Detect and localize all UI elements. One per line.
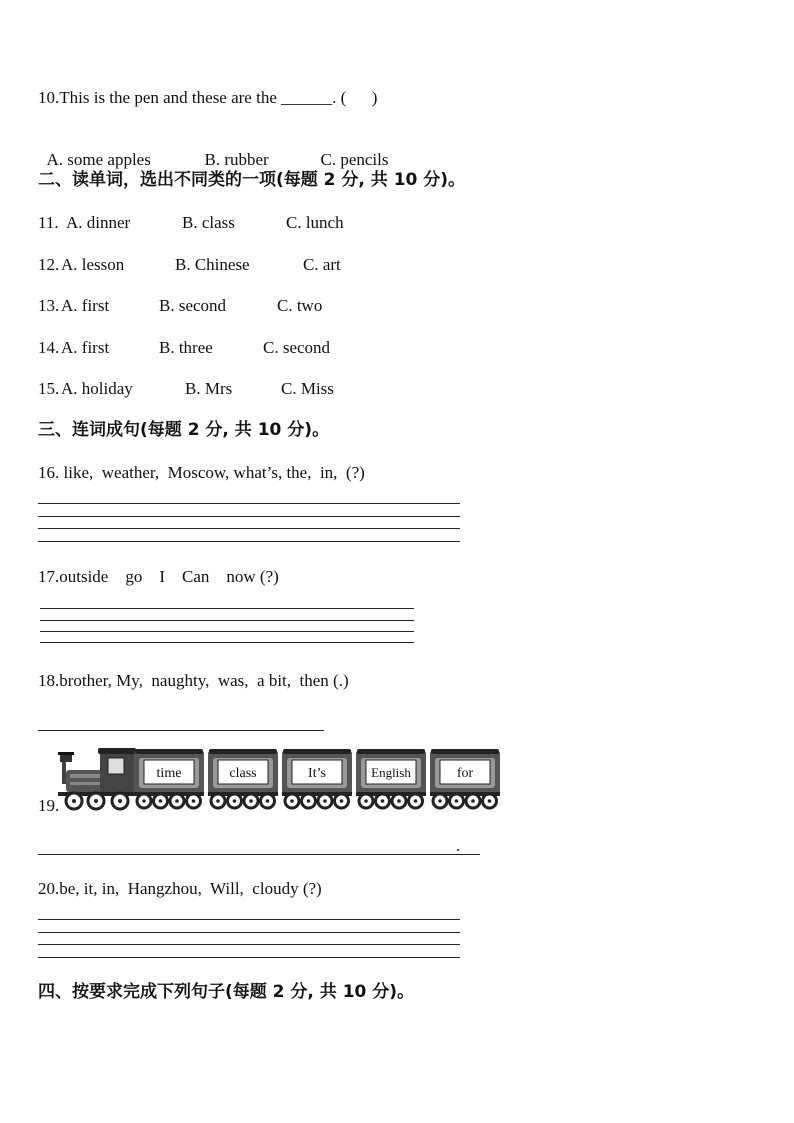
q15-row bbox=[38, 379, 334, 399]
section-4-heading: 四、按要求完成下列句子(每题 2 分, 共 10 分)。 bbox=[38, 982, 415, 1002]
q20-answer-line bbox=[38, 957, 460, 958]
section-3-heading: 三、连词成句(每题 2 分, 共 10 分)。 bbox=[38, 420, 330, 440]
q12-option-a: A. lesson bbox=[61, 255, 125, 274]
q15-option-c: C. Miss bbox=[281, 379, 334, 398]
q19-number: 19. bbox=[38, 796, 60, 815]
q20-answer-line bbox=[38, 919, 460, 920]
q12-row bbox=[38, 255, 341, 275]
train-car-word: time bbox=[156, 766, 182, 781]
train-car bbox=[430, 749, 500, 808]
q11-option-b: B. class bbox=[182, 213, 235, 232]
q14-option-a: A. first bbox=[61, 338, 110, 357]
q17-answer-line bbox=[40, 642, 414, 643]
q19-period: . bbox=[456, 836, 461, 855]
q20-answer-line bbox=[38, 932, 460, 933]
train-car-word: for bbox=[456, 766, 474, 781]
q14-option-b: B. three bbox=[159, 338, 213, 357]
q16-answer-line bbox=[38, 541, 460, 542]
q15-option-b: B. Mrs bbox=[185, 379, 233, 398]
q16-prompt: 16. like, weather, Moscow, what’s, the, in, (?) bbox=[38, 463, 365, 482]
q20-answer-line bbox=[38, 944, 460, 945]
q12-option-b: B. Chinese bbox=[175, 255, 250, 274]
q17-prompt: 17.outside go I Can now (?) bbox=[38, 567, 279, 586]
train-car-word: It’s bbox=[308, 766, 326, 781]
q10-option-c: C. pencils bbox=[320, 150, 389, 169]
q15-number: 15. bbox=[38, 379, 60, 398]
q13-row bbox=[38, 296, 322, 316]
q18-prompt: 18.brother, My, naughty, was, a bit, then (.) bbox=[38, 671, 349, 690]
q19-answer-line bbox=[38, 854, 480, 855]
q12-number: 12. bbox=[38, 255, 60, 274]
q10-option-b: B. rubber bbox=[204, 150, 269, 169]
train-car-word: English bbox=[371, 765, 411, 780]
q16-answer-line bbox=[38, 516, 460, 517]
q17-answer-line bbox=[40, 608, 414, 609]
q10-stem: 10.This is the pen and these are the ______. ( ) bbox=[38, 88, 378, 107]
q18-answer-line bbox=[38, 730, 324, 731]
q11-row bbox=[38, 213, 344, 233]
q11-number: 11. bbox=[38, 213, 63, 232]
q10-option-a: A. some apples bbox=[46, 150, 151, 169]
train-illustration bbox=[58, 748, 504, 812]
q13-option-c: C. two bbox=[277, 296, 323, 315]
q13-number: 13. bbox=[38, 296, 60, 315]
q11-option-a: A. dinner bbox=[66, 213, 131, 232]
locomotive-icon bbox=[58, 748, 136, 809]
q13-option-a: A. first bbox=[61, 296, 110, 315]
train-car-word: class bbox=[229, 766, 257, 781]
q14-option-c: C. second bbox=[263, 338, 331, 357]
q17-answer-line bbox=[40, 631, 414, 632]
q14-row bbox=[38, 338, 330, 358]
q15-option-a: A. holiday bbox=[61, 379, 133, 398]
q17-answer-line bbox=[40, 620, 414, 621]
train-car bbox=[208, 749, 278, 808]
q16-answer-line bbox=[38, 528, 460, 529]
q10-options bbox=[38, 130, 389, 170]
q14-number: 14. bbox=[38, 338, 60, 357]
q20-prompt: 20.be, it, in, Hangzhou, Will, cloudy (?) bbox=[38, 879, 322, 898]
q12-option-c: C. art bbox=[303, 255, 341, 274]
q16-answer-line bbox=[38, 503, 460, 504]
q13-option-b: B. second bbox=[159, 296, 227, 315]
q11-option-c: C. lunch bbox=[286, 213, 344, 232]
section-2-heading: 二、读单词，选出不同类的一项(每题 2 分, 共 10 分)。 bbox=[38, 170, 466, 190]
train-car bbox=[134, 749, 204, 808]
train-car bbox=[356, 749, 426, 808]
train-car bbox=[282, 749, 352, 808]
